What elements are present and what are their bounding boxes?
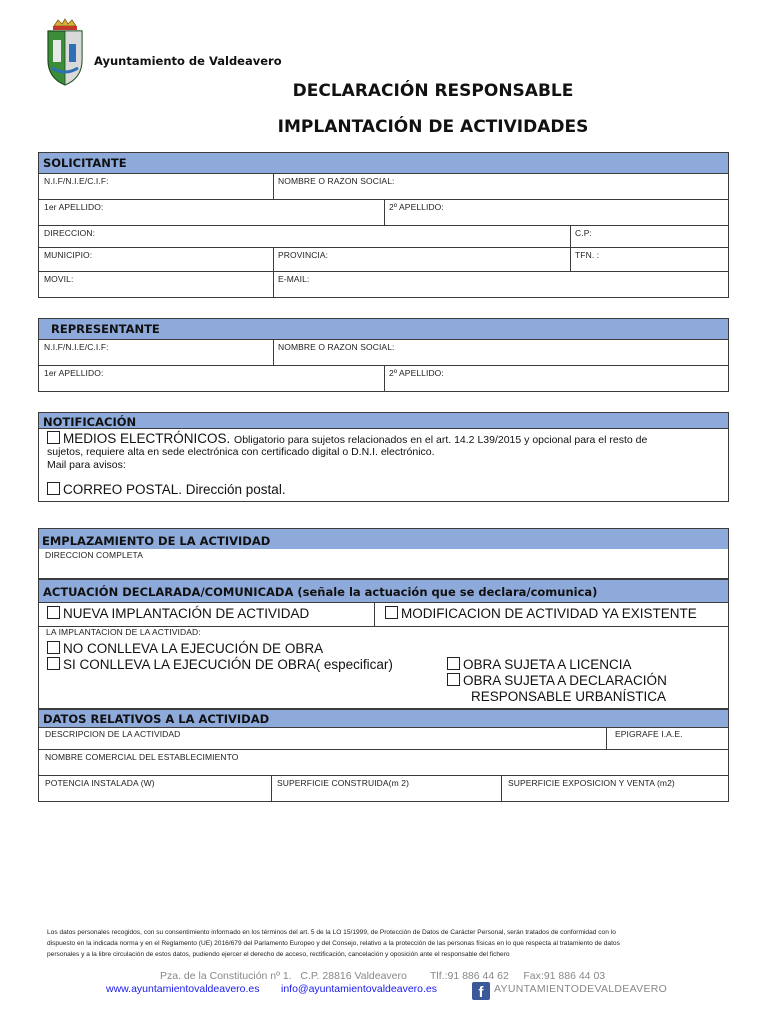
privacy-notice xyxy=(47,927,727,960)
field-label: EPIGRAFE I.A.E. xyxy=(615,729,683,739)
field-label: 2º APELLIDO: xyxy=(389,202,444,212)
field-label: NOMBRE COMERCIAL DEL ESTABLECIMIENTO xyxy=(45,752,239,762)
correo-option xyxy=(47,482,286,497)
epigrafe-field[interactable] xyxy=(607,728,728,749)
nombre-field[interactable] xyxy=(274,174,728,199)
declaracion-label-2: RESPONSABLE URBANÍSTICA xyxy=(471,689,667,704)
field-label: DESCRIPCION DE LA ACTIVIDAD xyxy=(45,729,181,739)
solicitante-row-5 xyxy=(38,272,729,298)
nueva-checkbox[interactable] xyxy=(47,606,60,619)
field-label: DIRECCION: xyxy=(44,228,96,238)
privacy-line-2: dispuesto en la indicada norma y en el Reglamento (UE) 2016/679 del Parlamento Europeo y del Consejo, relativo a la protección de las personas físicas en lo que respecta al tratamiento de datos xyxy=(47,940,620,947)
modificacion-cell xyxy=(375,603,728,626)
website-link[interactable]: www.ayuntamientovaldeavero.es xyxy=(106,983,260,995)
no-obra-option xyxy=(47,641,323,656)
descripcion-field[interactable] xyxy=(39,728,607,749)
title-line-2: IMPLANTACIÓN DE ACTIVIDADES xyxy=(277,117,589,137)
solicitante-row-2 xyxy=(38,200,729,226)
facebook-icon[interactable]: f xyxy=(472,982,490,1000)
solicitante-row-4 xyxy=(38,248,729,272)
exposicion-field[interactable] xyxy=(502,776,728,801)
medios-description: Obligatorio para sujetos relacionados en el art. 14.2 L39/2015 y opcional para el resto de xyxy=(234,434,648,446)
email-link[interactable]: info@ayuntamientovaldeavero.es xyxy=(281,983,438,995)
declaracion-option xyxy=(447,673,667,688)
provincia-field[interactable] xyxy=(274,248,571,271)
tfn-field[interactable] xyxy=(571,248,728,271)
org-name: Ayuntamiento de Valdeavero xyxy=(94,54,282,68)
notificacion-body xyxy=(38,429,729,502)
movil-field[interactable] xyxy=(39,272,274,297)
nif-field[interactable] xyxy=(39,174,274,199)
solicitante-row-1 xyxy=(38,174,729,200)
datos-row-1 xyxy=(38,728,729,750)
field-label: 1er APELLIDO: xyxy=(44,202,104,212)
actuacion-row-1 xyxy=(38,603,729,627)
si-obra-label: SI CONLLEVA LA EJECUCIÓN DE OBRA( especificar) xyxy=(63,657,393,672)
correo-label: CORREO POSTAL. Dirección postal. xyxy=(63,482,286,497)
mail-avisos-label: Mail para avisos: xyxy=(47,459,126,471)
apellido1-field[interactable] xyxy=(39,366,385,391)
section-heading: EMPLAZAMIENTO DE LA ACTIVIDAD xyxy=(42,534,271,548)
field-label: 2º APELLIDO: xyxy=(389,368,444,378)
no-obra-checkbox[interactable] xyxy=(47,641,60,654)
direccion-field[interactable] xyxy=(39,226,571,247)
field-label: MUNICIPIO: xyxy=(44,250,93,260)
field-label: SUPERFICIE EXPOSICION Y VENTA (m2) xyxy=(508,778,675,788)
nueva-label: NUEVA IMPLANTACIÓN DE ACTIVIDAD xyxy=(63,606,310,621)
field-label: DIRECCION COMPLETA xyxy=(45,550,143,560)
potencia-field[interactable] xyxy=(39,776,272,801)
section-heading: SOLICITANTE xyxy=(38,152,729,174)
field-label: TFN. : xyxy=(575,250,600,260)
modificacion-label: MODIFICACION DE ACTIVIDAD YA EXISTENTE xyxy=(401,606,697,621)
field-label: C.P: xyxy=(575,228,592,238)
field-label: N.I.F/N.I.E/C.I.F: xyxy=(44,176,109,186)
field-label: N.I.F/N.I.E/C.I.F: xyxy=(44,342,109,352)
correo-checkbox[interactable] xyxy=(47,482,60,495)
field-label: SUPERFICIE CONSTRUIDA(m 2) xyxy=(277,778,409,788)
licencia-checkbox[interactable] xyxy=(447,657,460,670)
representante-row-2 xyxy=(38,366,729,392)
representante-row-1 xyxy=(38,340,729,366)
privacy-line-1: Los datos personales recogidos, con su consentimiento informado en los términos del art. 5 de la LO 15/1999, de Protección de Datos de Carácter Personal, serán tratados de conformidad con lo xyxy=(47,929,616,936)
field-label: POTENCIA INSTALADA (W) xyxy=(45,778,155,788)
cp-field[interactable] xyxy=(571,226,728,247)
modificacion-option xyxy=(385,606,697,621)
datos-row-3 xyxy=(38,776,729,802)
section-heading: ACTUACIÓN DECLARADA/COMUNICADA (señale la actuación que se declara/comunica) xyxy=(38,579,729,603)
licencia-option xyxy=(447,657,632,672)
direccion-completa-field[interactable] xyxy=(39,549,728,578)
apellido2-field[interactable] xyxy=(385,200,728,225)
nombre-comercial-field[interactable] xyxy=(39,750,728,775)
title-line-1: DECLARACIÓN RESPONSABLE xyxy=(292,81,574,101)
field-label: E-MAIL: xyxy=(278,274,310,284)
coat-of-arms-logo xyxy=(40,18,90,88)
field-label: MOVIL: xyxy=(44,274,74,284)
nombre-field[interactable] xyxy=(274,340,728,365)
licencia-label: OBRA SUJETA A LICENCIA xyxy=(463,657,632,672)
email-field[interactable] xyxy=(274,272,728,297)
section-heading: DATOS RELATIVOS A LA ACTIVIDAD xyxy=(38,709,729,728)
section-heading: REPRESENTANTE xyxy=(38,318,729,340)
field-label: PROVINCIA: xyxy=(278,250,329,260)
datos-row-2 xyxy=(38,750,729,776)
medios-label: MEDIOS ELECTRÓNICOS. xyxy=(63,431,231,446)
medios-option xyxy=(47,431,647,446)
nueva-cell xyxy=(39,603,375,626)
superficie-field[interactable] xyxy=(272,776,502,801)
field-label: 1er APELLIDO: xyxy=(44,368,104,378)
municipio-field[interactable] xyxy=(39,248,274,271)
declaracion-label: OBRA SUJETA A DECLARACIÓN xyxy=(463,673,667,688)
si-obra-checkbox[interactable] xyxy=(47,657,60,670)
no-obra-label: NO CONLLEVA LA EJECUCIÓN DE OBRA xyxy=(63,641,324,656)
declaracion-checkbox[interactable] xyxy=(447,673,460,686)
apellido1-field[interactable] xyxy=(39,200,385,225)
actuacion-row-2 xyxy=(38,627,729,709)
privacy-line-3: personales y a la libre circulación de estos datos, pudiendo ejercer el derecho de acceso, rectificación, cancelación y oposición ante el responsable del fichero xyxy=(47,951,510,958)
field-label: NOMBRE O RAZON SOCIAL: xyxy=(278,342,395,352)
apellido2-field[interactable] xyxy=(385,366,728,391)
solicitante-row-3 xyxy=(38,226,729,248)
footer-address: Pza. de la Constitución nº 1. C.P. 28816 Valdeavero Tlf.:91 886 44 62 Fax:91 886 44 03 xyxy=(160,970,606,982)
section-heading: NOTIFICACIÓN xyxy=(38,412,729,429)
nif-field[interactable] xyxy=(39,340,274,365)
facebook-handle[interactable]: AYUNTAMIENTODEVALDEAVERO xyxy=(494,983,668,995)
medios-description-2: sujetos, requiere alta en sede electrónica con certificado digital o D.N.I. electrónico. xyxy=(47,446,435,458)
modificacion-checkbox[interactable] xyxy=(385,606,398,619)
implantacion-label: LA IMPLANTACION DE LA ACTIVIDAD: xyxy=(46,627,201,637)
nueva-option xyxy=(47,606,309,621)
medios-checkbox[interactable] xyxy=(47,431,60,444)
si-obra-option xyxy=(47,657,393,672)
field-label: NOMBRE O RAZON SOCIAL: xyxy=(278,176,395,186)
